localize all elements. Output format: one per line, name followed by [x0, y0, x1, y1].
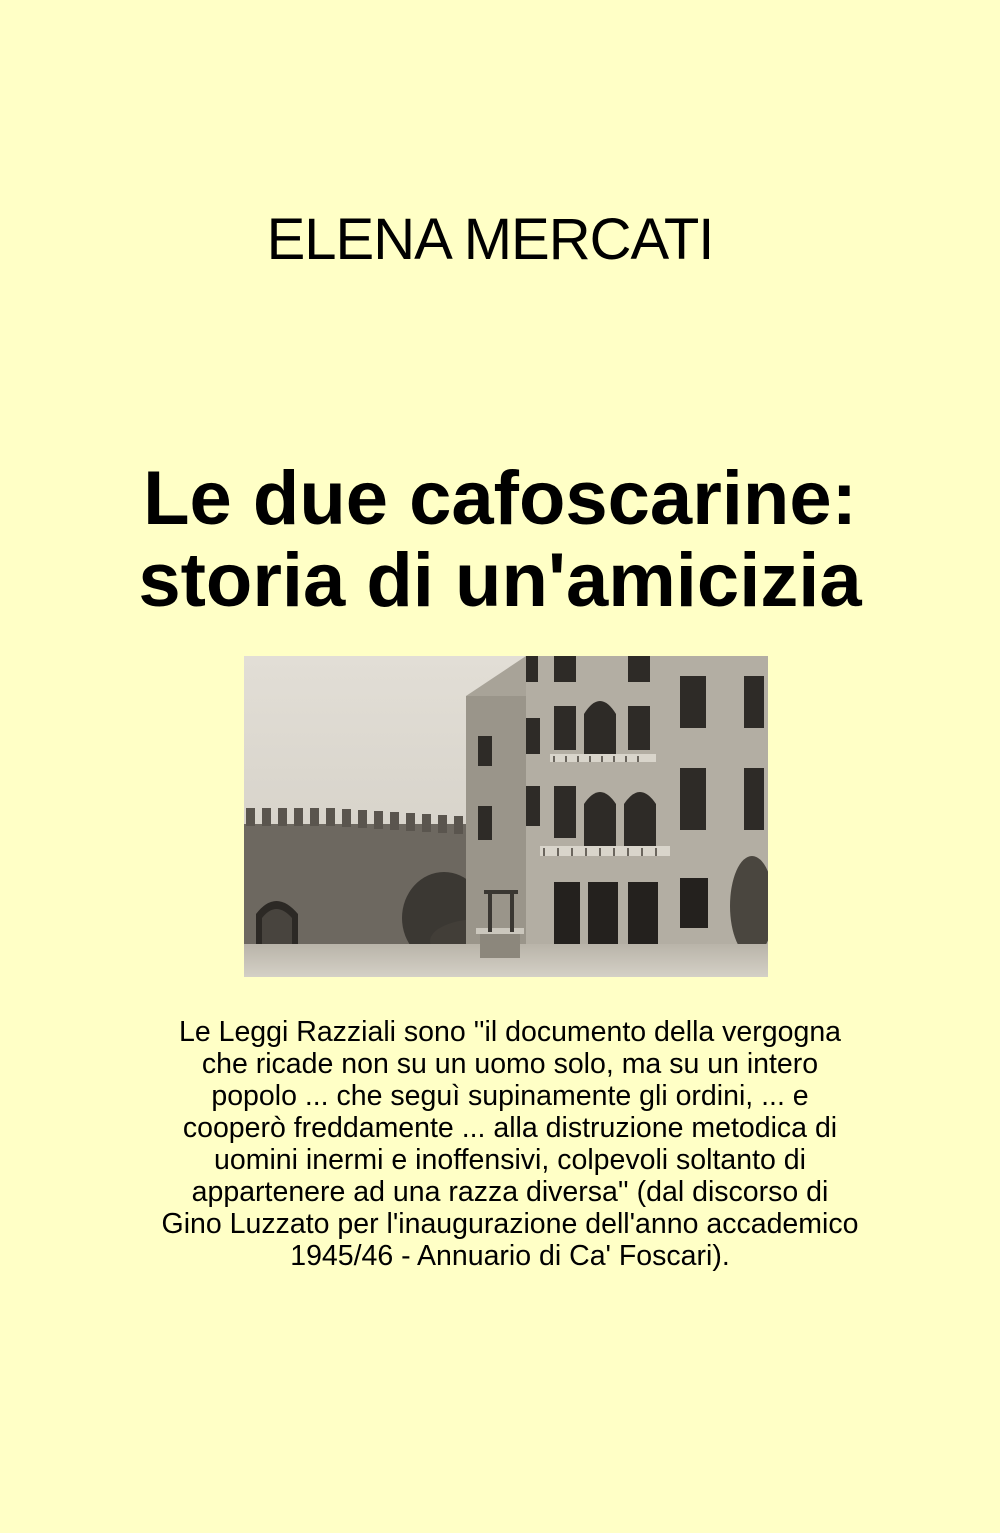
blurb-line-2: che ricade non su un uomo solo, ma su un intero [201, 1048, 819, 1080]
back-cover-blurb [100, 1016, 920, 1272]
blurb-line-3: popolo ... che seguì supinamente gli ordini, ... e [211, 1080, 809, 1112]
blurb-line-1: Le Leggi Razziali sono ''il documento della vergogna [178, 1016, 842, 1048]
blurb-line-5: uomini inermi e inoffensivi, colpevoli soltanto di [214, 1144, 806, 1176]
title-line-2: storia di un'amicizia [138, 538, 862, 623]
author-name: ELENA MERCATI [266, 207, 714, 272]
book-title [0, 458, 1000, 622]
blurb-line-8: 1945/46 - Annuario di Ca' Foscari). [290, 1240, 730, 1272]
blurb-line-7: Gino Luzzato per l'inaugurazione dell'anno accademico [161, 1208, 859, 1240]
blurb-line-4: cooperò freddamente ... alla distruzione metodica di [182, 1112, 838, 1144]
title-line-1: Le due cafoscarine: [143, 456, 857, 541]
cover-photo-courtyard [244, 656, 768, 977]
blurb-line-6: appartenere ad una razza diversa'' (dal discorso di [191, 1176, 829, 1208]
